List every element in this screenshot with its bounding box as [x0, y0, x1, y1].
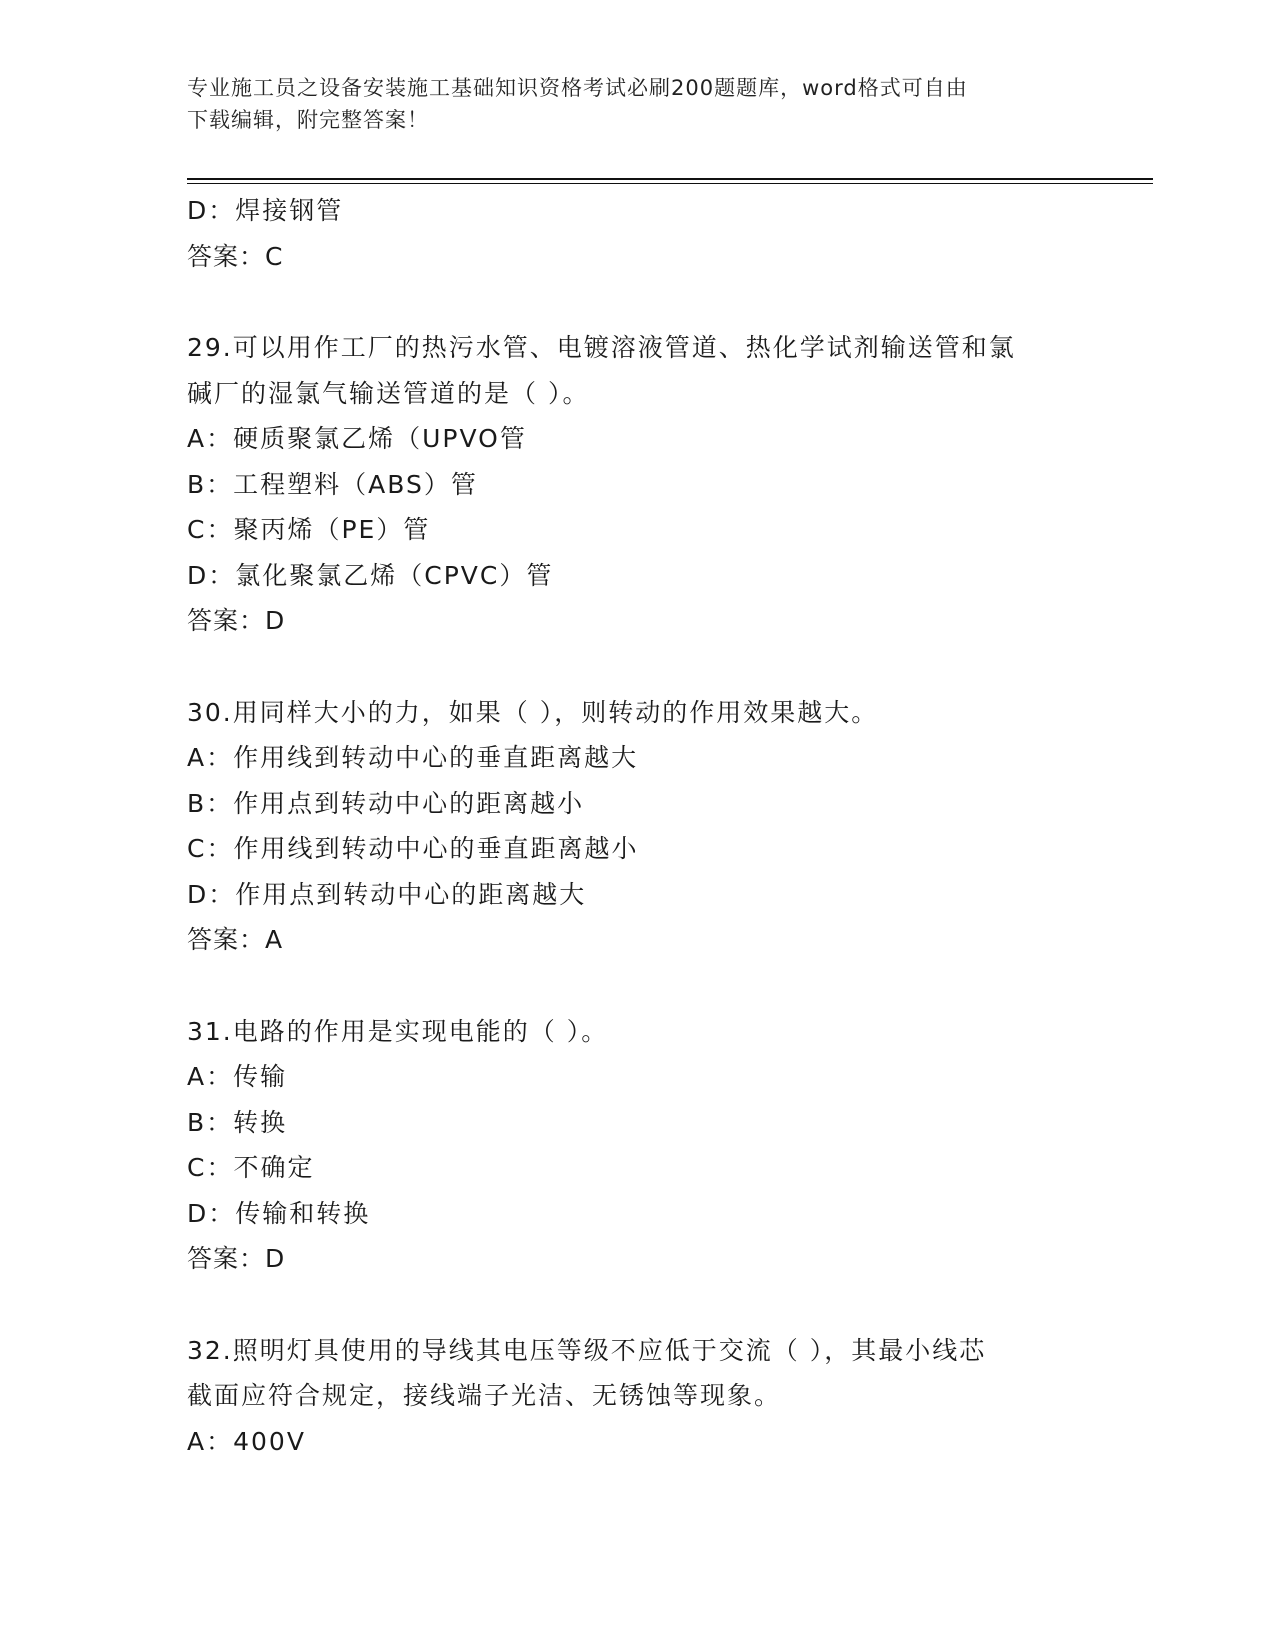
prev-answer: 答案：C [187, 241, 284, 271]
header-divider-thick [187, 178, 1153, 180]
question-stem-cont: 碱厂的湿氯气输送管道的是（ ）。 [187, 378, 590, 408]
question-stem: 31.电路的作用是实现电能的（ ）。 [187, 1016, 609, 1046]
header-line-1: 专业施工员之设备安装施工基础知识资格考试必刷200题题库，word格式可自由 [187, 76, 968, 100]
question-content [187, 188, 1087, 1464]
option-c: C：聚丙烯（PE）管 [187, 515, 431, 544]
question-30 [187, 690, 1087, 963]
question-stem-cont: 截面应符合规定，接线端子光洁、无锈蚀等现象。 [187, 1381, 782, 1410]
question-32 [187, 1328, 1087, 1465]
option-a: A：传输 [187, 1062, 288, 1091]
question-stem: 30.用同样大小的力，如果（ ），则转动的作用效果越大。 [187, 697, 879, 727]
option-a: A：硬质聚氯乙烯（UPVO管 [187, 424, 527, 453]
answer: 答案：A [187, 925, 284, 954]
prev-option-d: D：焊接钢管 [187, 196, 344, 225]
option-d: D：氯化聚氯乙烯（CPVC）管 [187, 560, 554, 590]
option-d: D：作用点到转动中心的距离越大 [187, 879, 587, 909]
option-b: B：作用点到转动中心的距离越小 [187, 788, 585, 818]
question-31 [187, 1009, 1087, 1282]
option-d: D：传输和转换 [187, 1198, 371, 1228]
header-line-2: 下载编辑，附完整答案！ [187, 108, 429, 132]
option-c: C：不确定 [187, 1153, 315, 1182]
question-29 [187, 325, 1087, 644]
answer: 答案：D [187, 1244, 286, 1273]
answer: 答案：D [187, 606, 286, 635]
option-a: A：400V [187, 1426, 306, 1456]
option-c: C：作用线到转动中心的垂直距离越小 [187, 834, 639, 863]
header-divider-thin [187, 183, 1153, 184]
option-b: B：工程塑料（ABS）管 [187, 469, 478, 499]
option-b: B：转换 [187, 1107, 288, 1137]
document-header [187, 72, 1067, 136]
question-stem: 29.可以用作工厂的热污水管、电镀溶液管道、热化学试剂输送管和氯 [187, 333, 1016, 362]
option-a: A：作用线到转动中心的垂直距离越大 [187, 743, 639, 772]
question-stem: 32.照明灯具使用的导线其电压等级不应低于交流（ ），其最小线芯 [187, 1335, 987, 1365]
